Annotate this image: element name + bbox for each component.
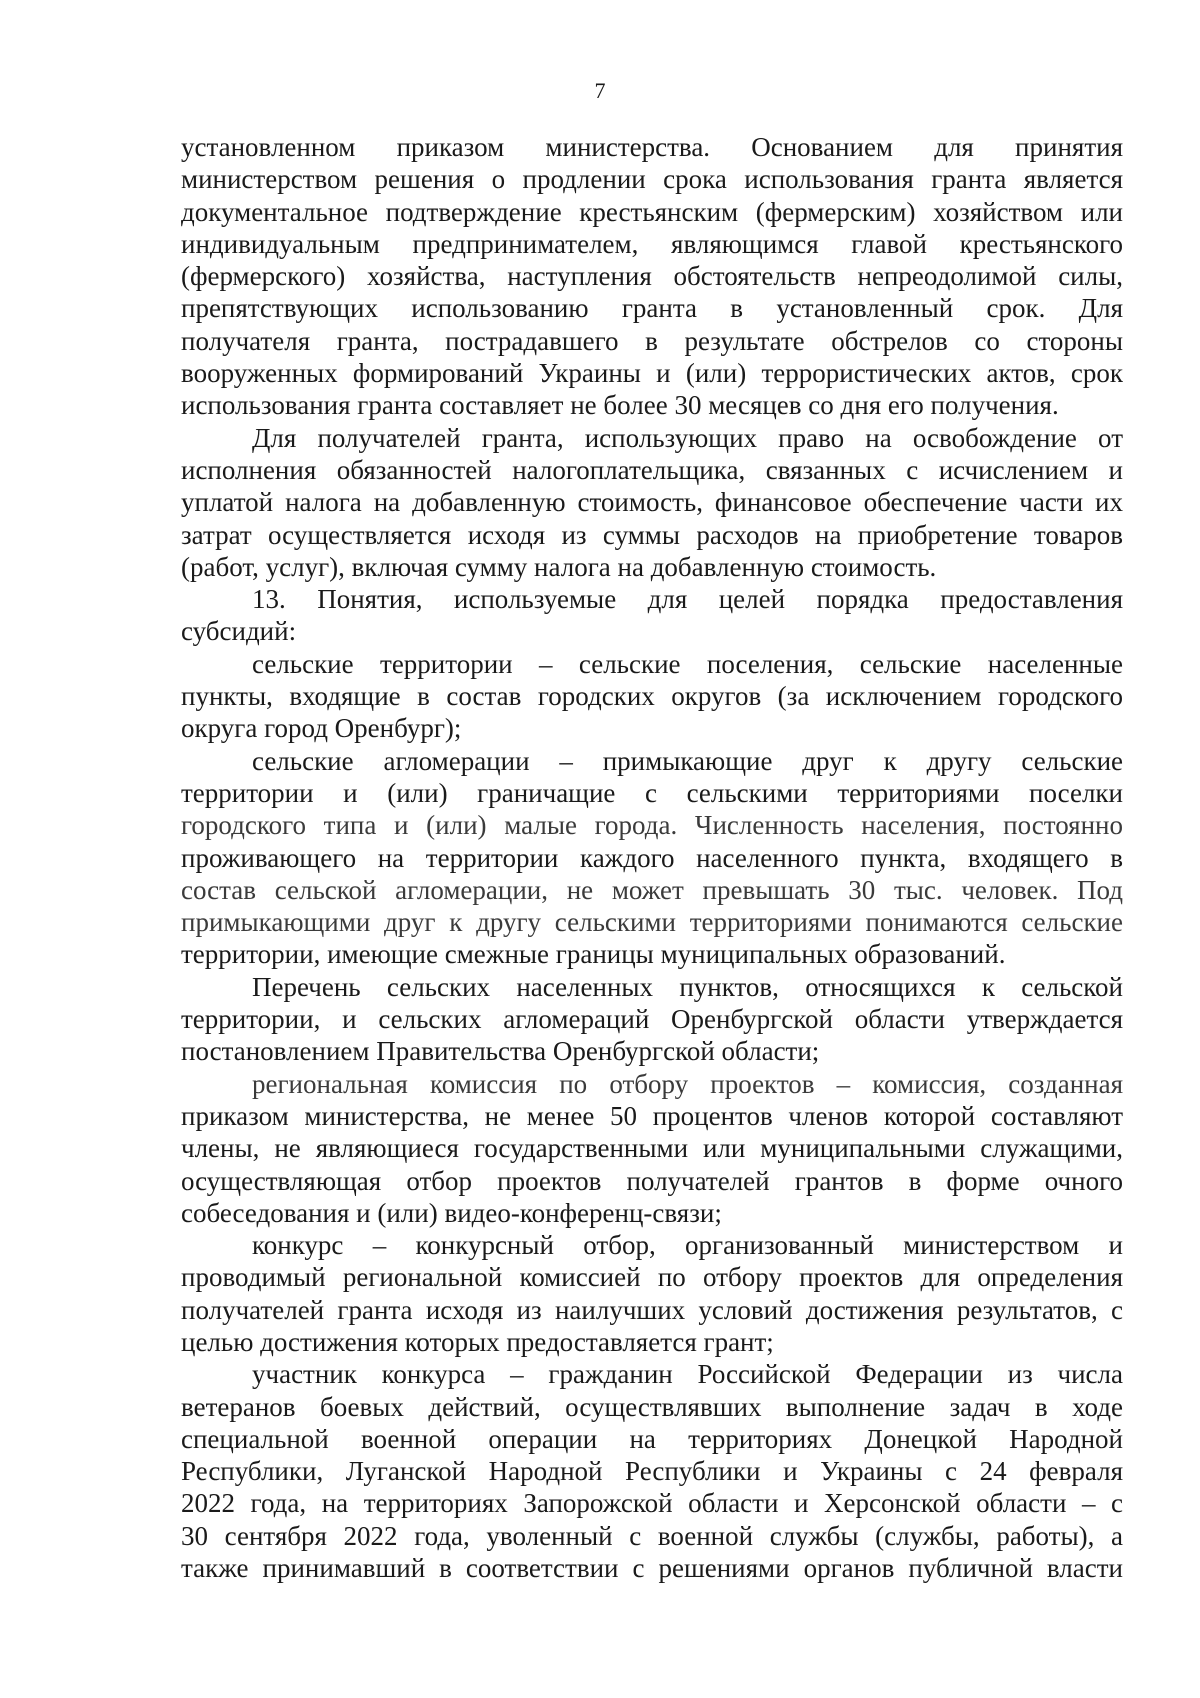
text-line: территории и (или) граничащие с сельскими территориями поселки — [181, 777, 1123, 808]
text-line: министерством решения о продлении срока использования гранта является — [181, 164, 1123, 195]
text-line: индивидуальным предпринимателем, являющимся главой крестьянского — [181, 228, 1123, 259]
text-line: приказом министерства, не менее 50 процентов членов которой составляют — [181, 1100, 1123, 1131]
text-line: Республики, Луганской Народной Республики и Украины с 24 февраля — [181, 1456, 1123, 1487]
text-line: участник конкурса – гражданин Российской Федерации из числа — [252, 1359, 1123, 1390]
text-line: также принимавший в соответствии с решениями органов публичной власти — [181, 1553, 1123, 1584]
text-line: сельские агломерации – примыкающие друг к другу сельские — [252, 745, 1123, 776]
text-line: (фермерского) хозяйства, наступления обстоятельств непреодолимой силы, — [181, 261, 1123, 292]
text-line: исполнения обязанностей налогоплательщика, связанных с исчислением и — [181, 454, 1123, 485]
text-line: документальное подтверждение крестьянским (фермерским) хозяйством или — [181, 196, 1123, 227]
text-line: округа город Оренбург); — [181, 713, 462, 744]
text-line: целью достижения которых предоставляется грант; — [181, 1326, 774, 1357]
text-line: пункты, входящие в состав городских округов (за исключением городского — [181, 681, 1123, 712]
text-line: городского типа и (или) малые города. Численность населения, постоянно — [181, 810, 1123, 841]
text-line: 30 сентября 2022 года, уволенный с военной службы (службы, работы), а — [181, 1520, 1123, 1551]
text-line: состав сельской агломерации, не может превышать 30 тыс. человек. Под — [181, 874, 1123, 905]
text-line: вооруженных формирований Украины и (или) террористических актов, срок — [181, 358, 1123, 389]
document-body — [181, 131, 1123, 1584]
text-line: уплатой налога на добавленную стоимость, финансовое обеспечение части их — [181, 487, 1123, 518]
text-line: ветеранов боевых действий, осуществлявших выполнение задач в ходе — [181, 1391, 1123, 1422]
text-line: региональная комиссия по отбору проектов – комиссия, созданная — [252, 1068, 1123, 1099]
text-line: специальной военной операции на территориях Донецкой Народной — [181, 1423, 1123, 1454]
text-line: постановлением Правительства Оренбургской области; — [181, 1036, 820, 1067]
text-line: сельские территории – сельские поселения, сельские населенные — [252, 648, 1123, 679]
text-line: примыкающими друг к другу сельскими территориями понимаются сельские — [181, 907, 1123, 938]
text-line: установленном приказом министерства. Основанием для принятия — [181, 132, 1123, 162]
text-line: собеседования и (или) видео-конференц-связи; — [181, 1197, 722, 1228]
text-line: осуществляющая отбор проектов получателей грантов в форме очного — [181, 1165, 1123, 1196]
page-number: 7 — [594, 78, 606, 103]
text-line: конкурс – конкурсный отбор, организованный министерством и — [252, 1230, 1123, 1261]
text-line: (работ, услуг), включая сумму налога на добавленную стоимость. — [181, 551, 937, 582]
text-line: проживающего на территории каждого населенного пункта, входящего в — [181, 842, 1123, 873]
text-line: получателей гранта исходя из наилучших условий достижения результатов, с — [181, 1294, 1123, 1325]
text-line: Перечень сельских населенных пунктов, относящихся к сельской — [252, 971, 1123, 1002]
text-line: 2022 года, на территориях Запорожской области и Херсонской области – с — [181, 1488, 1123, 1519]
text-line: члены, не являющиеся государственными или муниципальными служащими, — [181, 1133, 1123, 1164]
text-line: субсидий: — [181, 616, 297, 647]
text-line: Для получателей гранта, использующих право на освобождение от — [252, 422, 1123, 453]
text-line: затрат осуществляется исходя из суммы расходов на приобретение товаров — [181, 519, 1123, 550]
text-line: проводимый региональной комиссией по отбору проектов для определения — [181, 1262, 1123, 1293]
text-line: территории, и сельских агломераций Оренбургской области утверждается — [181, 1004, 1123, 1035]
text-line: 13. Понятия, используемые для целей порядка предоставления — [252, 584, 1123, 615]
text-line: использования гранта составляет не более 30 месяцев со дня его получения. — [181, 390, 1059, 421]
text-line: территории, имеющие смежные границы муниципальных образований. — [181, 939, 1006, 970]
text-line: получателя гранта, пострадавшего в результате обстрелов со стороны — [181, 325, 1123, 356]
text-line: препятствующих использованию гранта в установленный срок. Для — [181, 293, 1123, 324]
